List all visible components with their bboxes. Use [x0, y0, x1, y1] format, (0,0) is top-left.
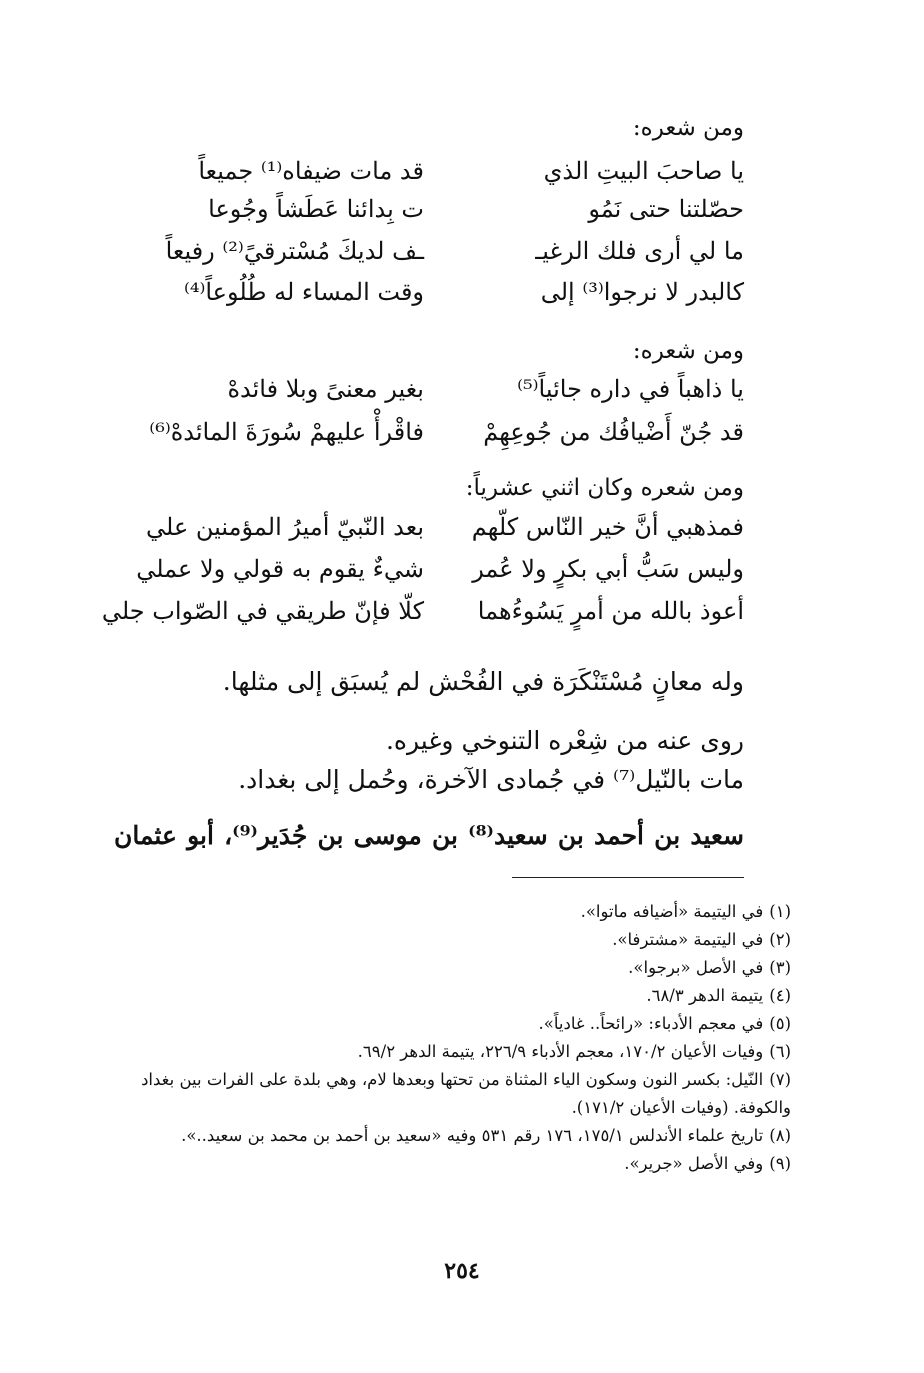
footnote-text: النّيل: بكسر النون وسكون الياء المثناة من تحتها وبعدها لام، وهي بلدة على الفرات بين بغداد والكوفة. (وفيات الأعيان ١٧١/٢).: [141, 1070, 791, 1117]
footnote-text: وفي الأصل «جرير».: [624, 1154, 764, 1173]
prose-paragraph: مات بالنّيل⁽⁷⁾ في جُمادى الآخرة، وحُمل إلى بغداد.: [238, 765, 744, 794]
section-intro: ومن شعره:: [632, 115, 744, 141]
verse-second-hemistich: ـف لديكَ مُسْترقيً⁽²⁾ رفيعاً: [165, 237, 424, 265]
footnote-text: يتيمة الدهر ٦٨/٣.: [646, 986, 764, 1005]
verse-first-hemistich: يا صاحبَ البيتِ الذي: [543, 157, 744, 185]
footnote-item: [111, 982, 791, 1010]
verse-second-hemistich: قد مات ضيفاه⁽¹⁾ جميعاً: [198, 157, 424, 185]
footnote-number: (٤): [769, 986, 791, 1005]
prose-paragraph: وله معانٍ مُسْتَنْكَرَة في الفُحْش لم يُسبَق إلى مثلها.: [222, 667, 744, 696]
verse-first-hemistich: كالبدر لا نرجوا⁽³⁾ إلى: [540, 278, 744, 306]
footnote-item: [111, 954, 791, 982]
verse-first-hemistich: فمذهبي أنَّ خير النّاس كلّهم: [471, 513, 744, 541]
footnote-item: [111, 1122, 791, 1150]
footnote-item: [111, 1150, 791, 1178]
footnote-number: (٣): [769, 958, 791, 977]
footnote-text: في معجم الأدباء: «رائحاً.. غادياً».: [538, 1014, 764, 1033]
footnote-divider: [512, 877, 744, 878]
verse-second-hemistich: كلّا فإنّ طريقي في الصّواب جلي: [101, 597, 424, 625]
footnote-number: (٢): [769, 930, 791, 949]
section-intro: ومن شعره:: [632, 338, 744, 364]
footnote-text: في اليتيمة «مشترفا».: [612, 930, 764, 949]
footnote-number: (٦): [769, 1042, 791, 1061]
page-number: ٢٥٤: [444, 1258, 480, 1284]
verse-second-hemistich: شيءٌ يقوم به قولي ولا عملي: [136, 555, 424, 583]
footnote-item: [111, 1038, 791, 1066]
footnote-item: [111, 898, 791, 926]
footnote-number: (١): [769, 902, 791, 921]
footnotes: [111, 898, 791, 1178]
verse-second-hemistich: بعد النّبيّ أميرُ المؤمنين علي: [146, 513, 424, 541]
verse-first-hemistich: وليس سَبُّ أبي بكرٍ ولا عُمر: [472, 555, 744, 583]
section-intro: ومن شعره وكان اثني عشرياً:: [465, 475, 744, 501]
footnote-item: [111, 1066, 791, 1122]
footnote-number: (٧): [769, 1070, 791, 1089]
footnote-number: (٩): [769, 1154, 791, 1173]
footnote-text: في الأصل «برجوا».: [628, 958, 764, 977]
footnote-item: [111, 926, 791, 954]
verse-second-hemistich: وقت المساء له طُلُوعاً⁽⁴⁾: [183, 278, 424, 306]
footnote-number: (٨): [769, 1126, 791, 1145]
footnote-number: (٥): [769, 1014, 791, 1033]
verse-first-hemistich: يا ذاهباً في داره جائياً⁽⁵⁾: [517, 375, 744, 403]
footnote-item: [111, 1010, 791, 1038]
verse-first-hemistich: ما لي أرى فلك الرغيـ: [535, 237, 744, 265]
footnote-text: تاريخ علماء الأندلس ١٧٥/١، ١٧٦ رقم ٥٣١ وفيه «سعيد بن أحمد بن محمد بن سعيد..».: [181, 1126, 764, 1145]
biography-line: سعيد بن أحمد بن سعيد⁽⁸⁾ بن موسى بن جُدَير⁽⁹⁾، أبو عثمان: [114, 821, 745, 850]
verse-first-hemistich: قد جُنّ أَضْيافُك من جُوعِهِمْ: [483, 418, 744, 446]
footnote-text: في اليتيمة «أضيافه ماتوا».: [580, 902, 764, 921]
prose-paragraph: روى عنه من شِعْره التنوخي وغيره.: [385, 726, 744, 755]
verse-first-hemistich: أعوذ بالله من أمرٍ يَسُوءُهما: [477, 597, 744, 625]
verse-second-hemistich: بغير معنىً وبلا فائدهْ: [227, 375, 424, 403]
verse-first-hemistich: حصّلتنا حتى نَمُو: [588, 195, 744, 223]
verse-second-hemistich: فاقْرأْ عليهمْ سُورَةَ المائدهْ⁽⁶⁾: [149, 418, 424, 446]
verse-second-hemistich: ت بِدائنا عَطَشاً وجُوعا: [208, 195, 424, 223]
footnote-text: وفيات الأعيان ١٧٠/٢، معجم الأدباء ٢٢٦/٩، يتيمة الدهر ٦٩/٢.: [357, 1042, 764, 1061]
